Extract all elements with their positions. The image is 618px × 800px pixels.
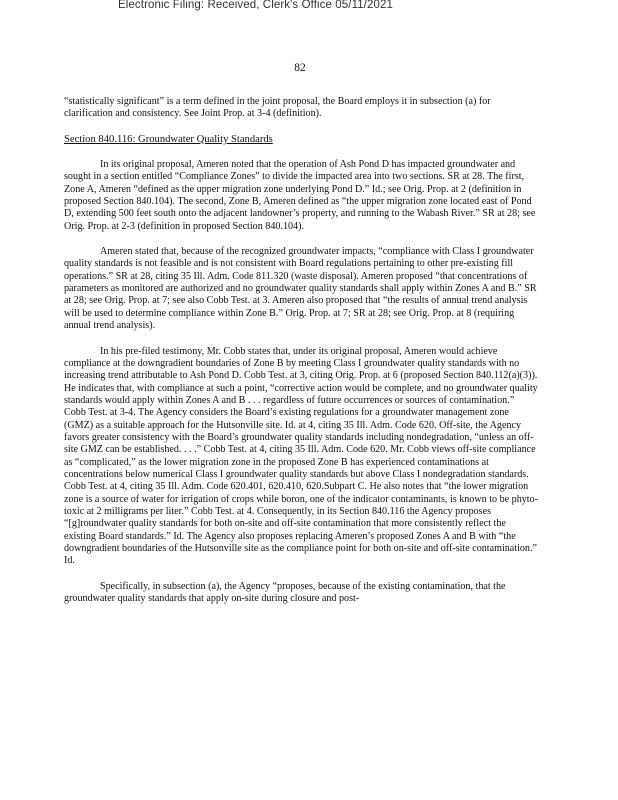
carryover-paragraph: “statistically significant” is a term defined in the joint proposal, the Board employs it in subsection (a) for clarification and consistency. See Joint Prop. at 3-4 (definition). (64, 96, 491, 120)
page-number: 82 (294, 62, 306, 74)
section-heading: Section 840.116: Groundwater Quality Standards (64, 133, 273, 145)
paragraph-cobb-testimony: In his pre-filed testimony, Mr. Cobb states that, under its original proposal, Ameren would achieve compliance at the downgradient boundaries of Zone B by meeting Class I groundwater quality standards with no increasing trend attributable to Ash Pond D. Cobb Test. at 3, citing Orig. Prop. at 6 (proposed Section 840.112(a)(3)). He indicates that, with compliance at such a point, “corrective action would be complete, and no groundwater quality standards would apply within Zones A and B . . . regardless of future occurrences or sources of contamination.” Cobb Test. at 3-4. The Agency considers the Board’s existing regulations for a groundwater management zone (GMZ) as a suitable approach for the Hutsonville site. Id. at 4, citing 35 Ill. Adm. Code 620. Off-site, the Agency favors greater consistency with the Board’s groundwater quality standards including nondegradation, “unless an off-site GMZ can be established. . . .” Cobb Test. at 4, citing 35 Ill. Adm. Code 620. Mr. Cobb views off-site compliance as “complicated,” as the lower migration zone in the proposed Zone B has experienced contaminations at concentrations below numerical Class I groundwater quality standards but above Class I nondegradation standards. Cobb Test. at 4, citing 35 Ill. Adm. Code 620.401, 620.410, 620.Subpart C. He also notes that “the lower migration zone is a source of water for irrigation of crops while boron, one of the indicator contaminants, is known to be phyto-toxic at 2 milligrams per liter.” Cobb Test. at 4. Consequently, in its Section 840.116 the Agency proposes “[g]roundwater quality standards for both on-site and off-site contamination that more consistently reflect the existing Board standards.” Id. The Agency also proposes replacing Ameren’s proposed Zones A and B with “the downgradient boundaries of the Hutsonville site as the compliance point for both on-site and off-site contamination.” Id. (64, 345, 538, 567)
document-body (64, 96, 538, 618)
filing-stamp: Electronic Filing: Received, Clerk's Office 05/11/2021 (118, 0, 393, 11)
paragraph-subsection-a: Specifically, in subsection (a), the Agency “proposes, because of the existing contamination, that the groundwater quality standards that apply on-site during closure and post- (64, 580, 506, 605)
paragraph-compliance-zones: In its original proposal, Ameren noted that the operation of Ash Pond D has impacted groundwater and sought in a section entitled “Compliance Zones” to divide the impacted area into two sections. SR at 28. The first, Zone A, Ameren “defined as the upper migration zone underlying Pond D.” Id.; see Orig. Prop. at 2 (definition in proposed Section 840.104). The second, Zone B, Ameren defined as “the upper migration zone located east of Pond D, extending 500 feet south onto the adjacent landowner’s property, and running to the Wabash River.” SR at 28; see Orig. Prop. at 2-3 (definition in proposed Section 840.104). (64, 159, 536, 232)
paragraph-ameren-standards: Ameren stated that, because of the recognized groundwater impacts, “compliance with Class I groundwater quality standards is not feasible and is not consistent with Board regulations pertaining to other pre-existing fill operations.” SR at 28, citing 35 Ill. Adm. Code 811.320 (waste disposal). Ameren proposed “that concentrations of parameters as monitored are authorized and no groundwater quality standards shall apply within Zones A and B.” SR at 28; see Orig. Prop. at 7; see also Cobb Test. at 3. Ameren also proposed that “the results of annual trend analysis will be used to determine compliance within Zone B.” Orig. Prop. at 7; SR at 28; see Orig. Prop. at 8 (requiring annual trend analysis). (64, 246, 537, 332)
